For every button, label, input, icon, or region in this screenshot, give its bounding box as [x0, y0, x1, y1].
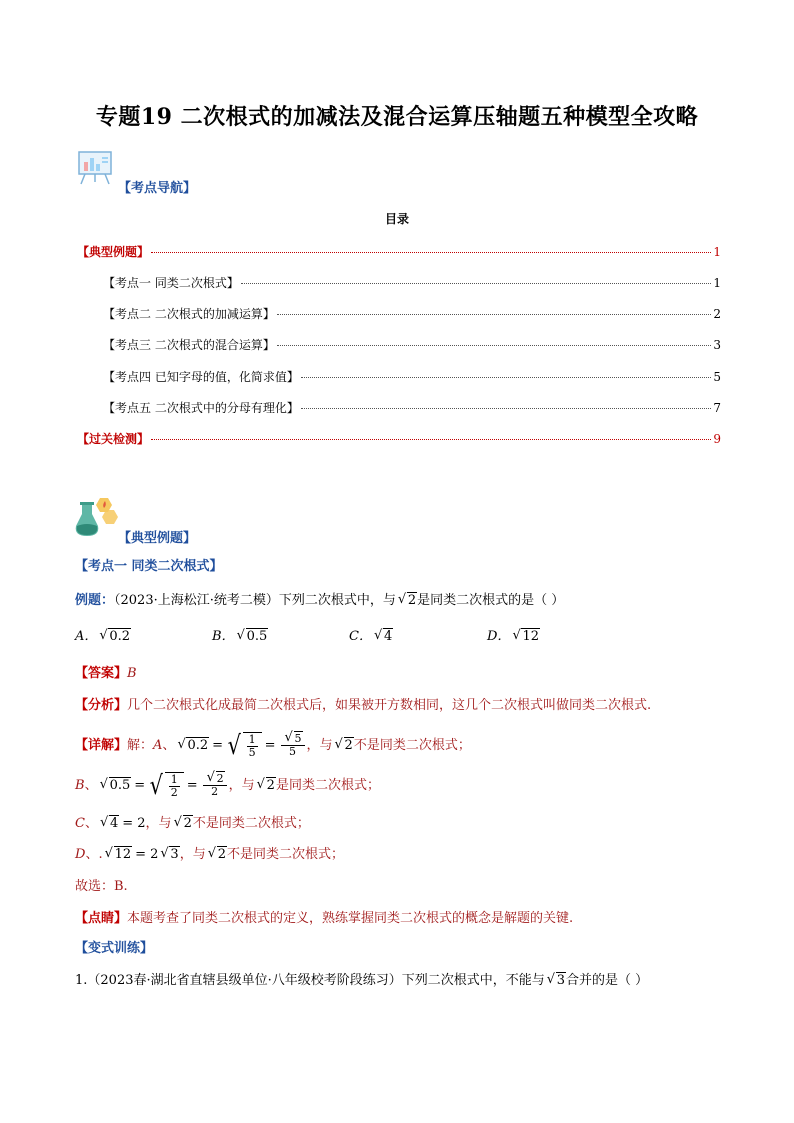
radical: √ 2	[398, 592, 417, 610]
toc-entry[interactable]	[103, 368, 721, 384]
toc-entry-label: 【考点三 二次根式的混合运算】	[103, 338, 275, 352]
nav-heading: 【考点导航】	[118, 181, 197, 196]
toc-page-number: 9	[713, 432, 721, 446]
option-d: D．√ 12	[487, 628, 540, 646]
section-heading: 【典型例题】	[118, 531, 197, 546]
detail-line-b: B 、 √ 0.5 = √ $\frac{1}{2}$ = √ $\frac{2}{2}$ ，与 √ 2 是同类二次根式；	[75, 772, 380, 799]
option-a: A．√ 0.2	[75, 628, 131, 646]
detail-line-c: C、√ 4 = 2，与√ 2不是同类二次根式；	[75, 815, 310, 833]
example-prefix: 例题：	[75, 593, 115, 608]
toc-dot-leader	[277, 345, 712, 346]
toc-entry[interactable]	[103, 305, 721, 321]
toc-entry[interactable]	[77, 430, 721, 446]
question-1: 1.（2023春·湖北省直辖县级单位·八年级校考阶段练习）下列二次根式中，不能与√ 3合并的是（ ）	[75, 972, 648, 990]
option-c: C．√ 4	[349, 628, 393, 646]
toc-dot-leader	[301, 408, 712, 409]
toc-entry-label: 【考点二 二次根式的加减运算】	[103, 307, 275, 321]
toc-dot-leader	[151, 252, 711, 253]
toc-entry[interactable]	[103, 336, 721, 352]
toc-entry-label: 【考点五 二次根式中的分母有理化】	[103, 401, 299, 415]
option-b: B．√ 0.5	[212, 628, 268, 646]
toc-dot-leader	[301, 377, 712, 378]
final-choice: 故选：B.	[75, 879, 128, 894]
toc-entry-label: 【过关检测】	[77, 432, 150, 446]
toc-dot-leader	[277, 314, 712, 315]
toc-entry-label: 【考点一 同类二次根式】	[103, 276, 239, 290]
toc-entry[interactable]	[103, 399, 721, 415]
toc-page-number: 5	[713, 370, 721, 384]
toc-title: 目录	[384, 212, 409, 226]
toc-entry-label: 【考点四 已知字母的值，化简求值】	[103, 370, 299, 384]
page-title: 专题19 二次根式的加减法及混合运算压轴题五种模型全攻略	[95, 104, 699, 130]
science-flask-icon	[72, 496, 118, 538]
variant-heading: 【变式训练】	[75, 941, 154, 956]
toc-page-number: 2	[713, 307, 721, 321]
toc-page-number: 1	[713, 245, 721, 259]
comment: 【点睛】本题考查了同类二次根式的定义，熟练掌握同类二次根式的概念是解题的关键.	[75, 911, 574, 926]
analysis: 【分析】几个二次根式化成最简二次根式后，如果被开方数相同，这几个二次根式叫做同类二次根式.	[75, 698, 652, 713]
example-text-before: （2023·上海松江·统考二模）下列二次根式中，与	[114, 593, 396, 608]
toc-entry[interactable]	[103, 274, 721, 290]
topic1-heading: 【考点一 同类二次根式】	[75, 559, 223, 574]
toc-page-number: 3	[713, 338, 721, 352]
answer: 【答案】B	[75, 666, 137, 681]
toc-entry[interactable]	[77, 243, 721, 259]
toc-page-number: 1	[713, 276, 721, 290]
detail-line-a: 【详解】 解： A 、 √ 0.2 = √ $\frac{1}{5}$ = √ $\frac{5}{5}$ ，与 √ 2 不是同类二次根式；	[75, 732, 471, 759]
toc-page-number: 7	[713, 401, 721, 415]
detail-line-d: D、.√ 12 = 2√ 3，与√ 2不是同类二次根式；	[75, 846, 344, 864]
toc-dot-leader	[151, 439, 711, 440]
toc-entry-label: 【典型例题】	[77, 245, 150, 259]
toc-dot-leader	[241, 283, 712, 284]
example-question	[75, 592, 564, 610]
example-text-after: 是同类二次根式的是（ ）	[417, 593, 565, 608]
presentation-board-icon	[75, 150, 115, 186]
